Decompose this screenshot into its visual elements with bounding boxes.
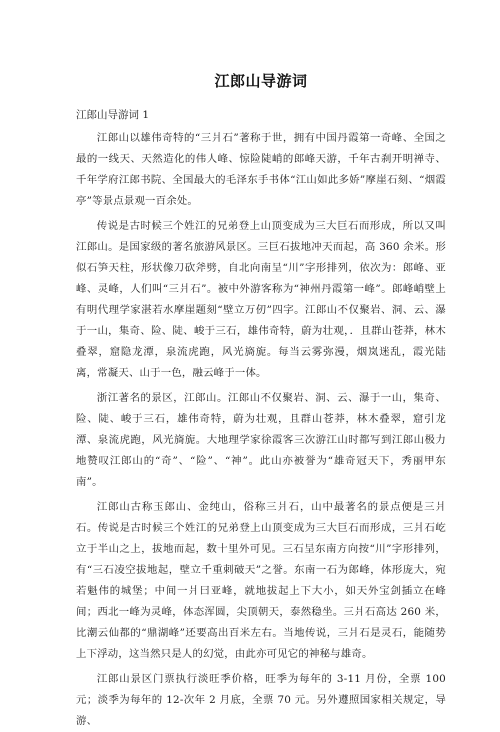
- page-title: 江郎山导游词: [214, 72, 308, 90]
- paragraph-4: 江郎山古称玉郎山、金纯山，俗称三爿石，山中最著名的景点便是三爿石。传说是古时候三个姓江的兄弟登上山顶变成为三大巨石而形成，三爿石屹立于半山之上，拔地而起，数十里外可见。三石呈东南方向按“川”字形排列，有“三石凌空拔地起，壁立千重刺破天”之誉。东南一石为郎峰，体形庞大，宛若魁伟的城堡；中间一爿曰亚峰，就地拔起上下大小，如天外宝剑插立在峰间；西北一峰为灵峰，体态浑圆，尖顶朝天，泰然稳坐。三爿石高达 260 米，比潮云仙都的“鼎湖峰”还要高出百米左右。当地传说，三爿石是灵石，能随势上下浮动，这当然只是人的幻觉，由此亦可见它的神秘与雄奇。: [76, 501, 446, 660]
- paragraph-3: 浙江著名的景区，江郎山。江郎山不仅聚岩、洞、云、瀑于一山，集奇、险、陡、峻于三石，雄伟奇特，蔚为壮观，且群山苍莽，林木叠翠，窟引龙潭、泉流虎跑，风光旖旎。大地理学家徐霞客三次游江山时都写到江郎山极力地赞叹江郎山的“奇”、“险”、“神”。此山亦被誉为“雄奇冠天下，秀丽甲东南”。: [76, 392, 446, 488]
- section-heading: 江郎山导游词 1: [76, 109, 150, 121]
- paragraph-1: 江郎山以雄伟奇特的“三爿石”著称于世，拥有中国丹霞第一奇峰、全国之最的一线天、天然造化的伟人峰、惊险陡峭的郎峰天游，千年古刹开明禅寺、千年学府江郎书院、全国最大的毛泽东手书体“江山如此多娇”摩崖石刻、“烟霞亭”等景点景观一百余处。: [76, 132, 446, 207]
- paragraph-5: 江郎山景区门票执行淡旺季价格，旺季为每年的 3-11 月份，全票 100 元；淡季为每年的 12-次年 2 月底，全票 70 元。另外遵照国家相关规定，导游、: [76, 673, 446, 727]
- paragraph-2: 传说是古时候三个姓江的兄弟登上山顶变成为三大巨石而形成，所以又叫江郎山。是国家级的著名旅游风景区。三巨石拔地冲天而起，高 360 余米。形似石笋天柱，形状像刀砍斧劈，自北向南呈“川”字形排列，依次为：郎峰、亚峰、灵峰，人们叫“三爿石”。被中外游客称为“神州丹霞第一峰”。郎峰峭壁上有明代理学家湛若水摩崖题刻“壁立万仞”四字。江郎山不仅聚岩、洞、云、瀑于一山，集奇、险、陡、峻于三石，雄伟奇特，蔚为壮观，．且群山苍莽，林木叠翠，窟隐龙潭，泉流虎跑，风光旖旎。每当云雾弥漫，烟岚迷乱，霞光陆离，常凝天、山于一色，融云峰于一体。: [76, 220, 446, 379]
